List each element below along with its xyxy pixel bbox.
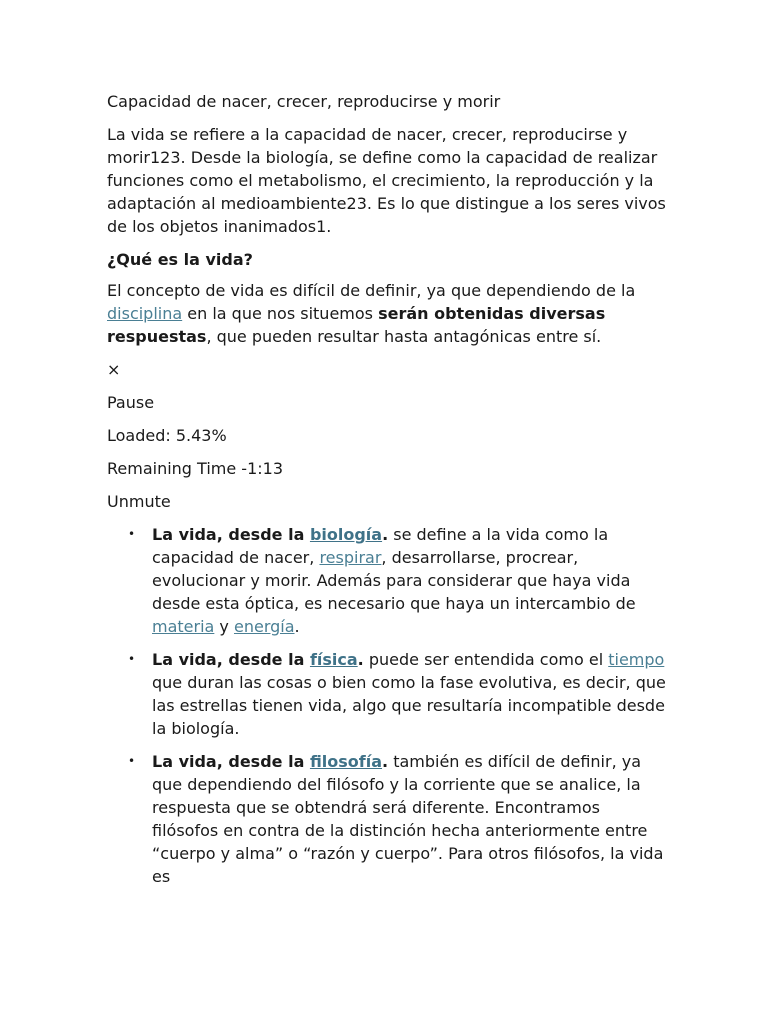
intro-paragraph: La vida se refiere a la capacidad de nacer, crecer, reproducirse y morir123. Desde la biología, se define como la capacidad de realizar funciones como el metabolismo, el crecimiento, la reproducción y la adaptación al medioambiente23. Es lo que distingue a los seres vivos de los objetos inanimados1. [107, 125, 666, 236]
section-text-a: El concepto de vida es difícil de definir, ya que dependiendo de la [107, 281, 636, 300]
energia-link[interactable]: energía [233, 617, 295, 636]
materia-link[interactable]: materia [152, 617, 215, 636]
tiempo-link[interactable]: tiempo [608, 650, 665, 669]
unmute-button[interactable]: Unmute [107, 492, 171, 511]
remaining-time: Remaining Time -1:13 [107, 459, 283, 478]
pause-button[interactable]: Pause [107, 393, 155, 412]
item-text: se define a la vida como la capacidad de nacer, [152, 525, 609, 567]
section-text-c: , que pueden resultar hasta antagónicas entre sí. [206, 327, 602, 346]
intro-title: Capacidad de nacer, crecer, reproducirse y morir [107, 92, 501, 111]
item-text: también es difícil de definir, ya que dependiendo del filósofo y la corriente que se analice, la respuesta que se obtendrá será diferente. Encontramos filósofos en contra de la distinción hecha anteriormente entre “cuerpo y alma” o “razón y cuerpo”. Para otros filósofos, la vida es [152, 752, 664, 886]
close-button[interactable]: × [107, 360, 121, 379]
list-item-fisica [152, 648, 667, 740]
item-text: puede ser entendida como el [363, 650, 609, 669]
loaded-indicator: Loaded: 5.43% [107, 426, 227, 445]
respirar-link[interactable]: respirar [319, 548, 382, 567]
definitions-list [107, 523, 667, 888]
item-bold-dot: . [382, 752, 389, 771]
section-text-b: en la que nos situemos [182, 304, 379, 323]
section-heading-text: ¿Qué es la vida? [107, 250, 253, 269]
item-text: . [294, 617, 300, 636]
biologia-link[interactable]: biología [309, 525, 383, 544]
item-bold-prefix: La vida, desde la [152, 525, 310, 544]
item-bold-dot: . [357, 650, 364, 669]
item-text: que duran las cosas o bien como la fase evolutiva, es decir, que las estrellas tienen vida, algo que resultaría incompatible desde la biología. [152, 673, 666, 738]
section-bold-text: serán obtenidas diversas respuestas [107, 304, 606, 346]
filosofia-link[interactable]: filosofía [309, 752, 383, 771]
item-bold-prefix: La vida, desde la [152, 752, 310, 771]
item-text: y [214, 617, 234, 636]
fisica-link[interactable]: física [309, 650, 358, 669]
document-page [107, 90, 667, 898]
section-paragraph [107, 279, 667, 348]
section-heading [107, 248, 667, 271]
item-bold-dot: . [382, 525, 389, 544]
item-text: , desarrollarse, procrear, evolucionar y morir. Además para considerar que haya vida desde esta óptica, es necesario que haya un intercambio de [152, 548, 636, 613]
list-item-biologia [152, 523, 667, 638]
list-item-filosofia [152, 750, 667, 888]
disciplina-link[interactable]: disciplina [107, 304, 183, 323]
item-bold-prefix: La vida, desde la [152, 650, 310, 669]
